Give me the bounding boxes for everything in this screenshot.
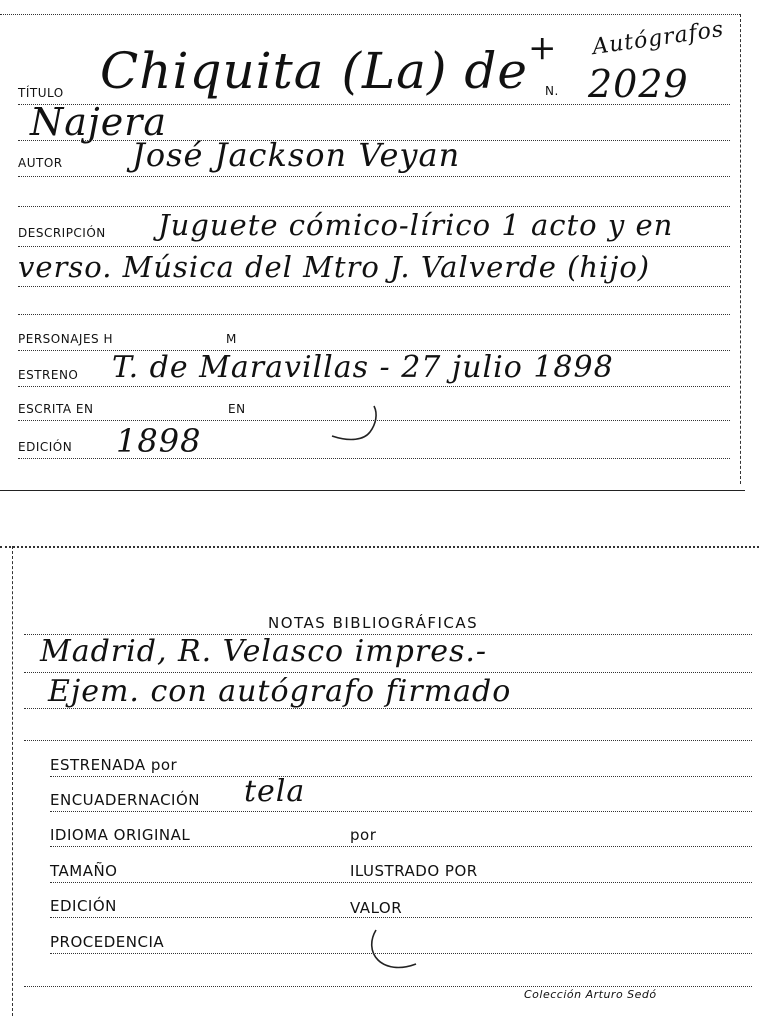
procedencia-mark	[364, 926, 424, 976]
idioma-por-label: por	[350, 826, 377, 844]
catalog-card-back	[0, 540, 759, 1028]
tamano-label: TAMAÑO	[50, 862, 118, 880]
notas-line-2	[24, 708, 752, 709]
numero-value: 2029	[588, 62, 689, 106]
card-bottom-border	[0, 490, 745, 491]
descripcion-value-2: verso. Música del Mtro J. Valverde (hijo)	[18, 250, 651, 284]
estrenada-por-label: ESTRENADA por	[50, 756, 178, 774]
autor-line	[18, 176, 730, 177]
descripcion-line-2	[18, 286, 730, 287]
procedencia-label: PROCEDENCIA	[50, 933, 165, 951]
back-bottom-line	[24, 986, 752, 987]
estreno-line	[18, 386, 730, 387]
titulo-continuation: Najera	[30, 100, 167, 144]
separator-line	[18, 206, 730, 207]
edicion-line	[18, 458, 730, 459]
encuadernacion-line	[50, 811, 752, 812]
numero-label: N.	[545, 84, 559, 98]
card-right-border	[740, 14, 741, 484]
descripcion-line-3	[18, 314, 730, 315]
descripcion-line-1	[18, 246, 730, 247]
catalog-card-front	[0, 0, 759, 495]
descripcion-label: DESCRIPCIÓN	[18, 226, 106, 240]
edicion-label: EDICIÓN	[18, 440, 73, 454]
bracket-mark	[322, 402, 382, 446]
personajes-h-label: PERSONAJES H	[18, 332, 113, 346]
autografos-annotation: Autógrafos	[590, 16, 726, 61]
autor-label: AUTOR	[18, 156, 63, 170]
idioma-line	[50, 846, 752, 847]
notas-line-3	[24, 740, 752, 741]
nota-1: Madrid, R. Velasco impres.-	[40, 634, 488, 669]
nota-2: Ejem. con autógrafo firmado	[48, 674, 512, 709]
encuadernacion-label: ENCUADERNACIÓN	[50, 791, 201, 809]
collection-stamp: Colección Arturo Sedó	[524, 988, 657, 1001]
estreno-value: T. de Maravillas - 27 julio 1898	[112, 350, 614, 385]
en-label: EN	[228, 402, 246, 416]
notas-line-1	[24, 672, 752, 673]
titulo-value: Chiquita (La) de	[100, 42, 528, 100]
card-top-border	[0, 14, 740, 15]
tamano-line	[50, 882, 752, 883]
edicion-valor-line	[50, 917, 752, 918]
encuadernacion-value: tela	[244, 774, 306, 809]
ilustrado-por-label: ILUSTRADO POR	[350, 862, 478, 880]
estreno-label: ESTRENO	[18, 368, 79, 382]
edicion-value: 1898	[116, 422, 202, 460]
autor-value: José Jackson Veyan	[132, 136, 461, 174]
valor-label: VALOR	[350, 899, 403, 917]
back-top-border	[0, 546, 759, 548]
personajes-m-label: M	[226, 332, 237, 346]
notas-heading: NOTAS BIBLIOGRÁFICAS	[268, 614, 479, 632]
escrita-en-label: ESCRITA EN	[18, 402, 94, 416]
back-left-border	[12, 546, 13, 1016]
descripcion-value-1: Juguete cómico-lírico 1 acto y en	[158, 208, 674, 242]
back-edicion-label: EDICIÓN	[50, 897, 117, 915]
cross-mark: +	[528, 28, 558, 68]
titulo-label: TÍTULO	[18, 86, 64, 100]
idioma-original-label: IDIOMA ORIGINAL	[50, 826, 191, 844]
estrenada-line	[50, 776, 752, 777]
